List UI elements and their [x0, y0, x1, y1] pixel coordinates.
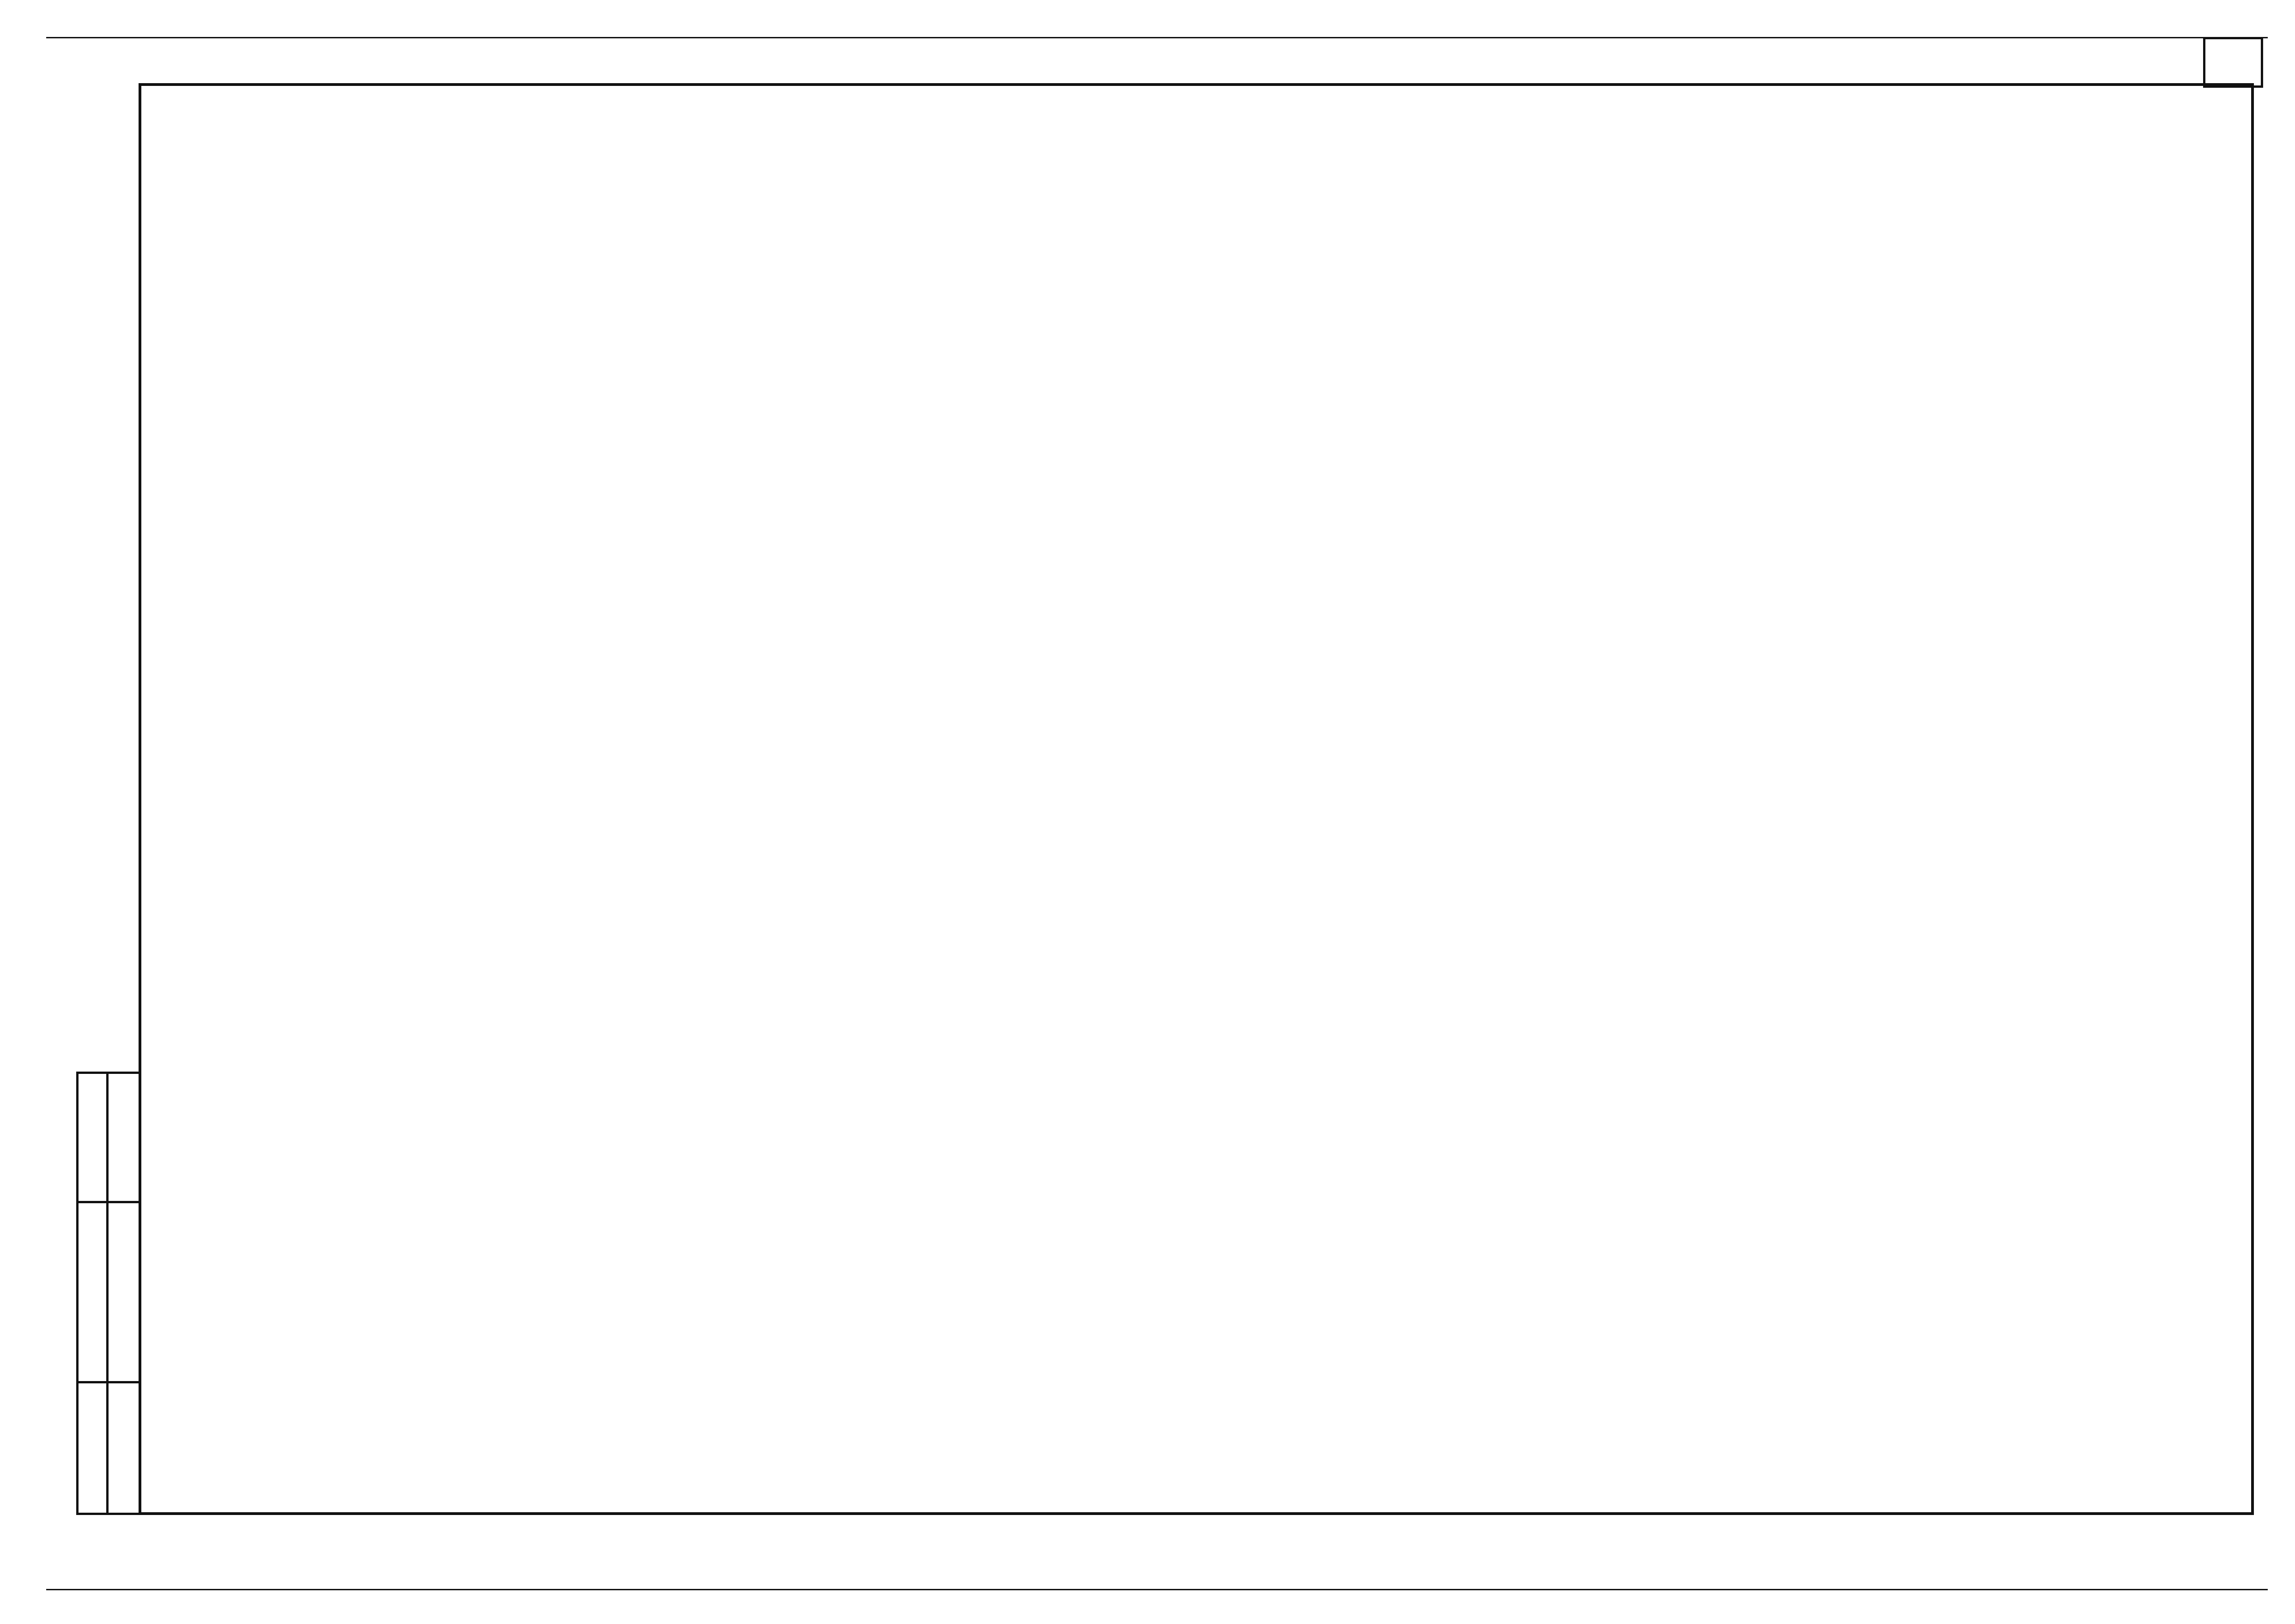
bottom-edge-line — [46, 1589, 2268, 1590]
sheet-number-box — [2203, 37, 2263, 88]
side-stamp-divider — [106, 1072, 109, 1515]
side-stamp-row-line-2 — [76, 1381, 141, 1383]
top-edge-line — [46, 37, 2268, 38]
drawing-frame — [139, 83, 2254, 1515]
side-stamp-column — [76, 1072, 141, 1515]
side-stamp-row-line-1 — [76, 1201, 141, 1203]
